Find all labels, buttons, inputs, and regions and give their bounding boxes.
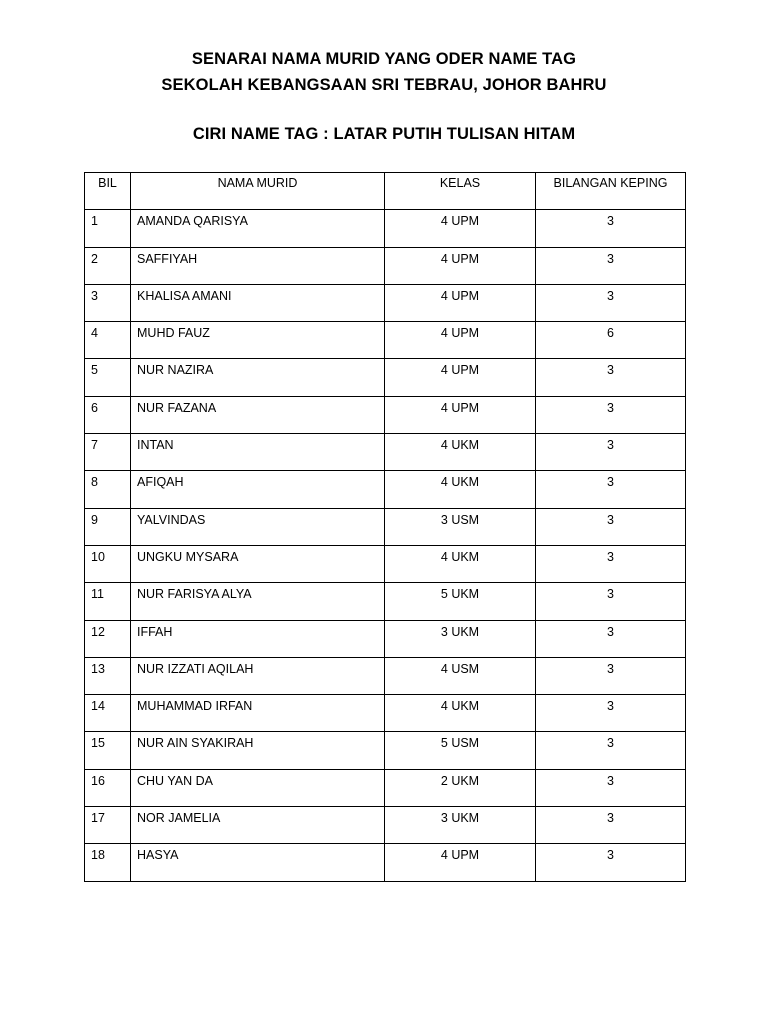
cell-bil: 8 [85, 471, 131, 508]
cell-bilangan-keping: 3 [536, 284, 686, 321]
column-header-bil: BIL [85, 173, 131, 210]
cell-kelas: 4 UPM [385, 322, 536, 359]
cell-nama-murid: MUHD FAUZ [131, 322, 385, 359]
table-row [85, 471, 686, 508]
cell-bil: 11 [85, 583, 131, 620]
table-row [85, 732, 686, 769]
cell-bil: 5 [85, 359, 131, 396]
table-row [85, 247, 686, 284]
cell-kelas: 4 UKM [385, 471, 536, 508]
cell-kelas: 4 UPM [385, 247, 536, 284]
cell-nama-murid: NUR FAZANA [131, 396, 385, 433]
table-row [85, 769, 686, 806]
cell-bil: 16 [85, 769, 131, 806]
column-header-nama-murid: NAMA MURID [131, 173, 385, 210]
cell-nama-murid: INTAN [131, 434, 385, 471]
cell-kelas: 4 UPM [385, 844, 536, 881]
table-row [85, 434, 686, 471]
table-row [85, 657, 686, 694]
table-row [85, 844, 686, 881]
cell-bilangan-keping: 3 [536, 620, 686, 657]
cell-nama-murid: UNGKU MYSARA [131, 545, 385, 582]
cell-kelas: 5 USM [385, 732, 536, 769]
table-body [85, 210, 686, 881]
student-name-tag-table [84, 172, 686, 882]
cell-kelas: 4 UPM [385, 359, 536, 396]
cell-kelas: 3 UKM [385, 620, 536, 657]
cell-bil: 9 [85, 508, 131, 545]
cell-kelas: 3 UKM [385, 807, 536, 844]
cell-bil: 1 [85, 210, 131, 247]
cell-bil: 2 [85, 247, 131, 284]
cell-nama-murid: AFIQAH [131, 471, 385, 508]
cell-kelas: 4 UPM [385, 284, 536, 321]
cell-nama-murid: NUR IZZATI AQILAH [131, 657, 385, 694]
table-row [85, 695, 686, 732]
table-row [85, 359, 686, 396]
cell-bil: 15 [85, 732, 131, 769]
cell-bilangan-keping: 3 [536, 434, 686, 471]
cell-nama-murid: NUR NAZIRA [131, 359, 385, 396]
cell-bil: 13 [85, 657, 131, 694]
table-row [85, 210, 686, 247]
cell-nama-murid: NUR FARISYA ALYA [131, 583, 385, 620]
cell-bilangan-keping: 3 [536, 396, 686, 433]
document-title-line-2: SEKOLAH KEBANGSAAN SRI TEBRAU, JOHOR BAHRU [161, 76, 607, 94]
cell-bilangan-keping: 3 [536, 508, 686, 545]
cell-bilangan-keping: 3 [536, 247, 686, 284]
cell-bil: 12 [85, 620, 131, 657]
cell-bil: 18 [85, 844, 131, 881]
cell-bil: 3 [85, 284, 131, 321]
cell-nama-murid: CHU YAN DA [131, 769, 385, 806]
table-row [85, 396, 686, 433]
cell-nama-murid: AMANDA QARISYA [131, 210, 385, 247]
cell-bilangan-keping: 3 [536, 695, 686, 732]
cell-nama-murid: HASYA [131, 844, 385, 881]
cell-kelas: 4 UPM [385, 210, 536, 247]
table-header-row [85, 173, 686, 210]
document-subtitle: CIRI NAME TAG : LATAR PUTIH TULISAN HITAM [192, 125, 576, 143]
cell-bil: 10 [85, 545, 131, 582]
cell-bil: 4 [85, 322, 131, 359]
cell-bilangan-keping: 3 [536, 545, 686, 582]
table-row [85, 620, 686, 657]
cell-kelas: 5 UKM [385, 583, 536, 620]
table-row [85, 284, 686, 321]
table-row [85, 807, 686, 844]
column-header-kelas: KELAS [385, 173, 536, 210]
cell-kelas: 4 USM [385, 657, 536, 694]
cell-bil: 14 [85, 695, 131, 732]
cell-bil: 6 [85, 396, 131, 433]
cell-bilangan-keping: 3 [536, 807, 686, 844]
cell-bilangan-keping: 3 [536, 844, 686, 881]
cell-nama-murid: YALVINDAS [131, 508, 385, 545]
document-title-line-1: SENARAI NAMA MURID YANG ODER NAME TAG [191, 50, 577, 68]
cell-bilangan-keping: 6 [536, 322, 686, 359]
cell-kelas: 4 UKM [385, 545, 536, 582]
cell-kelas: 4 UKM [385, 695, 536, 732]
cell-kelas: 3 USM [385, 508, 536, 545]
table-row [85, 545, 686, 582]
cell-nama-murid: MUHAMMAD IRFAN [131, 695, 385, 732]
cell-bilangan-keping: 3 [536, 359, 686, 396]
cell-bilangan-keping: 3 [536, 732, 686, 769]
cell-bilangan-keping: 3 [536, 471, 686, 508]
table-row [85, 322, 686, 359]
cell-bil: 17 [85, 807, 131, 844]
cell-bilangan-keping: 3 [536, 210, 686, 247]
cell-kelas: 4 UPM [385, 396, 536, 433]
cell-kelas: 2 UKM [385, 769, 536, 806]
cell-nama-murid: KHALISA AMANI [131, 284, 385, 321]
cell-nama-murid: NUR AIN SYAKIRAH [131, 732, 385, 769]
cell-bilangan-keping: 3 [536, 657, 686, 694]
cell-bilangan-keping: 3 [536, 583, 686, 620]
table-row [85, 508, 686, 545]
column-header-bilangan-keping: BILANGAN KEPING [536, 173, 686, 210]
cell-nama-murid: NOR JAMELIA [131, 807, 385, 844]
cell-kelas: 4 UKM [385, 434, 536, 471]
cell-bilangan-keping: 3 [536, 769, 686, 806]
cell-bil: 7 [85, 434, 131, 471]
cell-nama-murid: IFFAH [131, 620, 385, 657]
table-row [85, 583, 686, 620]
cell-nama-murid: SAFFIYAH [131, 247, 385, 284]
